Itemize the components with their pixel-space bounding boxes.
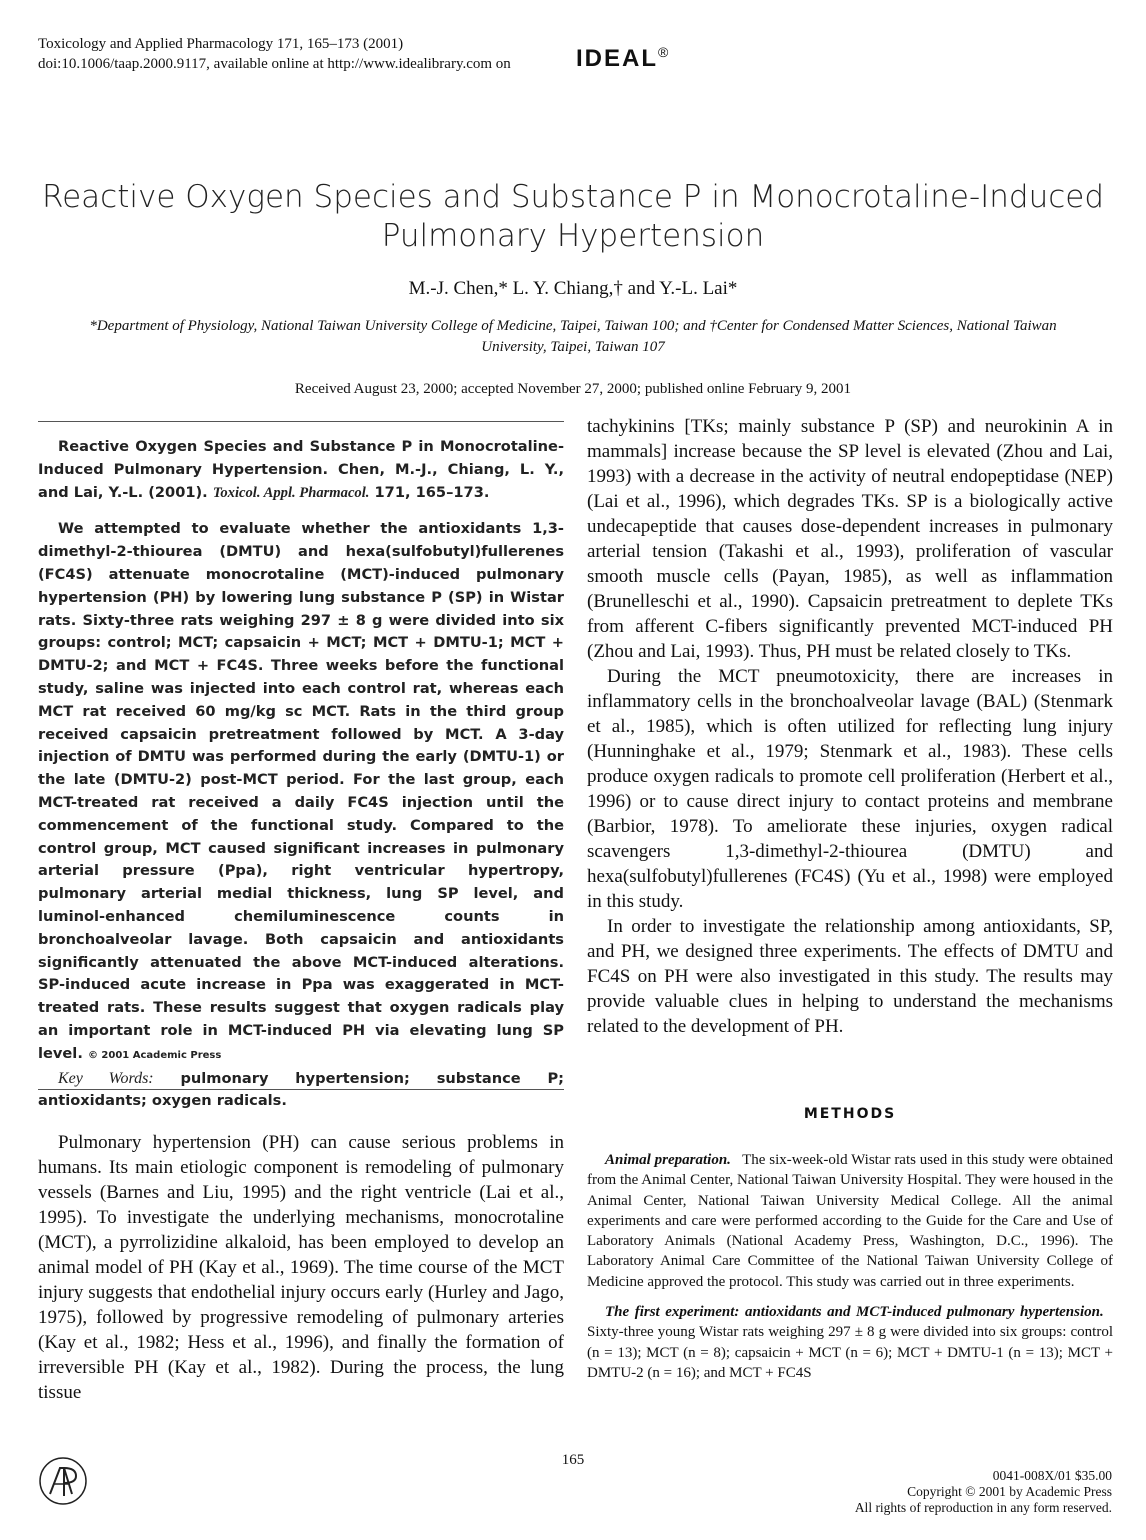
footer-copyright-block — [855, 1468, 1112, 1516]
received-dates: Received August 23, 2000; accepted November 27, 2000; published online February 9, 2001 — [294, 381, 852, 397]
abstract-citation: Reactive Oxygen Species and Substance P in Monocrotaline-Induced Pulmonary Hypertension. Chen, M.-J., Chiang, L. Y., and Lai, Y.-L. (2001). Toxicol. Appl. Pharmacol. 171, 165–173. — [38, 438, 564, 501]
abstract — [38, 436, 564, 1127]
ideal-logo-icon: IDEAL® — [576, 44, 671, 72]
intro-left-column — [38, 1130, 564, 1405]
issn-price: 0041-008X/01 $35.00 — [992, 1468, 1112, 1483]
methods-heading: METHODS — [803, 1106, 897, 1122]
journal-header — [38, 34, 511, 74]
abstract-bottom-rule — [38, 1089, 564, 1090]
abstract-copyright: © 2001 Academic Press — [87, 1049, 222, 1061]
journal-citation: Toxicology and Applied Pharmacology 171, 165–173 (2001) — [38, 36, 404, 52]
methods-paragraph: Animal preparation. The six-week-old Wistar rats used in this study were obtained from the Animal Center, National Taiwan University Hospital. They were housed in the Animal Center, National Taiwan University Medical College. All the animal experiments and care were performed according to the Guide for the Care and Use of Laboratory Animals (National Academy Press, Washington, D.C., 1996). The Laboratory Animal Care Committee of the National Taiwan University College of Medicine approved the protocol. This study was carried out in three experiments. — [587, 1152, 1114, 1290]
authors: M.-J. Chen,* L. Y. Chiang,† and Y.-L. Lai* — [408, 278, 738, 299]
methods-section — [587, 1150, 1113, 1393]
methods-paragraph: The first experiment: antioxidants and MCT-induced pulmonary hypertension. Sixty-three young Wistar rats weighing 297 ± 8 g were divided into six groups: control (n = 13); MCT (n = 8); capsaicin + MCT (n = 6); MCT + DMTU-1 (n = 13); MCT + DMTU-2 (n = 16); and MCT + FC4S — [587, 1304, 1113, 1381]
intro-right-column — [587, 414, 1113, 1039]
page-number: 165 — [561, 1452, 585, 1468]
copyright-line: Copyright © 2001 by Academic Press — [907, 1484, 1112, 1499]
rights-line: All rights of reproduction in any form reserved. — [854, 1500, 1112, 1515]
intro-paragraph: Pulmonary hypertension (PH) can cause serious problems in humans. Its main etiologic component is remodeling of pulmonary vessels (Barnes and Liu, 1995) and the right ventricle (Lai et al., 1995). To investigate the underlying mechanisms, monocrotaline (MCT), a pyrrolizidine alkaloid, has been employed to develop an animal model of PH (Kay et al., 1969). The time course of the MCT injury suggests that endothelial injury occurs early (Hurley and Jago, 1975), followed by progressive remodeling of pulmonary arteries (Kay et al., 1982; Hess et al., 1996), and finally the formation of irreversible PH (Kay et al., 1982). During the process, the lung tissue — [38, 1132, 564, 1403]
paper-title: Reactive Oxygen Species and Substance P in Monocrotaline-Induced Pulmonary Hypertension — [41, 179, 1105, 254]
intro-paragraph: In order to investigate the relationship among antioxidants, SP, and PH, we designed three experiments. The effects of DMTU and FC4S on PH were also investigated in this study. The results may provide valuable clues in helping to understand the mechanisms related to the development of PH. — [587, 916, 1113, 1037]
keywords: Key Words: pulmonary hypertension; substance P; antioxidants; oxygen radicals. — [38, 1069, 564, 1110]
intro-paragraph: tachykinins [TKs; mainly substance P (SP) and neurokinin A in mammals] increase because the SP level is elevated (Zhou and Lai, 1993) with a decrease in the activity of neutral endopeptidase (NEP) (Lai et al., 1996), which degrades TKs. SP is a biologically active undecapeptide that causes dose-dependent increases in pulmonary arterial tension (Takashi et al., 1993), proliferation of vascular smooth muscle cells (Payan, 1985), as well as inflammation (Brunelleschi et al., 1990). Capsaicin pretreatment to deplete TKs from afferent C-fibers significantly prevented MCT-induced PH (Zhou and Lai, 1993). Thus, PH must be related closely to TKs. — [587, 416, 1113, 662]
affiliation: *Department of Physiology, National Taiwan University College of Medicine, Taipei, Taiwan 100; and †Center for Condensed Matter Sciences, National Taiwan University, Taipei, Taiwan 107 — [89, 318, 1057, 355]
doi-line: doi:10.1006/taap.2000.9117, available online at http://www.idealibrary.com on — [38, 56, 511, 72]
intro-paragraph: During the MCT pneumotoxicity, there are increases in inflammatory cells in the bronchoalveolar lavage (BAL) (Stenmark et al., 1985), which is often utilized for reflecting lung injury (Hunninghake et al., 1979; Stenmark et al., 1983). These cells produce oxygen radicals to promote cell proliferation (Herbert et al., 1996) or to cause direct injury to contact proteins and membrane (Barbior, 1978). To ameliorate these injuries, oxygen radical scavengers 1,3-dimethyl-2-thiourea (DMTU) and hexa(sulfobutyl)fullerenes (FC4S) (Yu et al., 1998) were employed in this study. — [587, 666, 1113, 912]
abstract-body: We attempted to evaluate whether the antioxidants 1,3-dimethyl-2-thiourea (DMTU) and hexa(sulfobutyl)fullerenes (FC4S) attenuate monocrotaline (MCT)-induced pulmonary hypertension (PH) by lowering lung substance P (SP) in Wistar rats. Sixty-three rats weighing 297 ± 8 g were divided into six groups: control; MCT; capsaicin + MCT; MCT + DMTU-1; MCT + DMTU-2; and MCT + FC4S. Three weeks before the functional study, saline was injected into each control rat, whereas each MCT rat received 60 mg/kg sc MCT. Rats in the third group received capsaicin pretreatment followed by MCT. A 3-day injection of DMTU was performed during the early (DMTU-1) or the late (DMTU-2) post-MCT period. For the last group, each MCT-treated rat received a daily FC4S injection until the commencement of the functional study. Compared to the control group, MCT caused significant increases in pulmonary arterial pressure (Ppa), right ventricular hypertropy, pulmonary arterial medial thickness, lung SP level, and luminol-enhanced chemiluminescence counts in bronchoalveolar lavage. Both capsaicin and antioxidants significantly attenuated the above MCT-induced alterations. SP-induced acute increase in Ppa was exaggerated in MCT-treated rats. These results suggest that oxygen radicals play an important role in MCT-induced PH via elevating lung SP level. © 2001 Academic Press — [38, 520, 564, 1062]
abstract-top-rule — [38, 421, 564, 422]
